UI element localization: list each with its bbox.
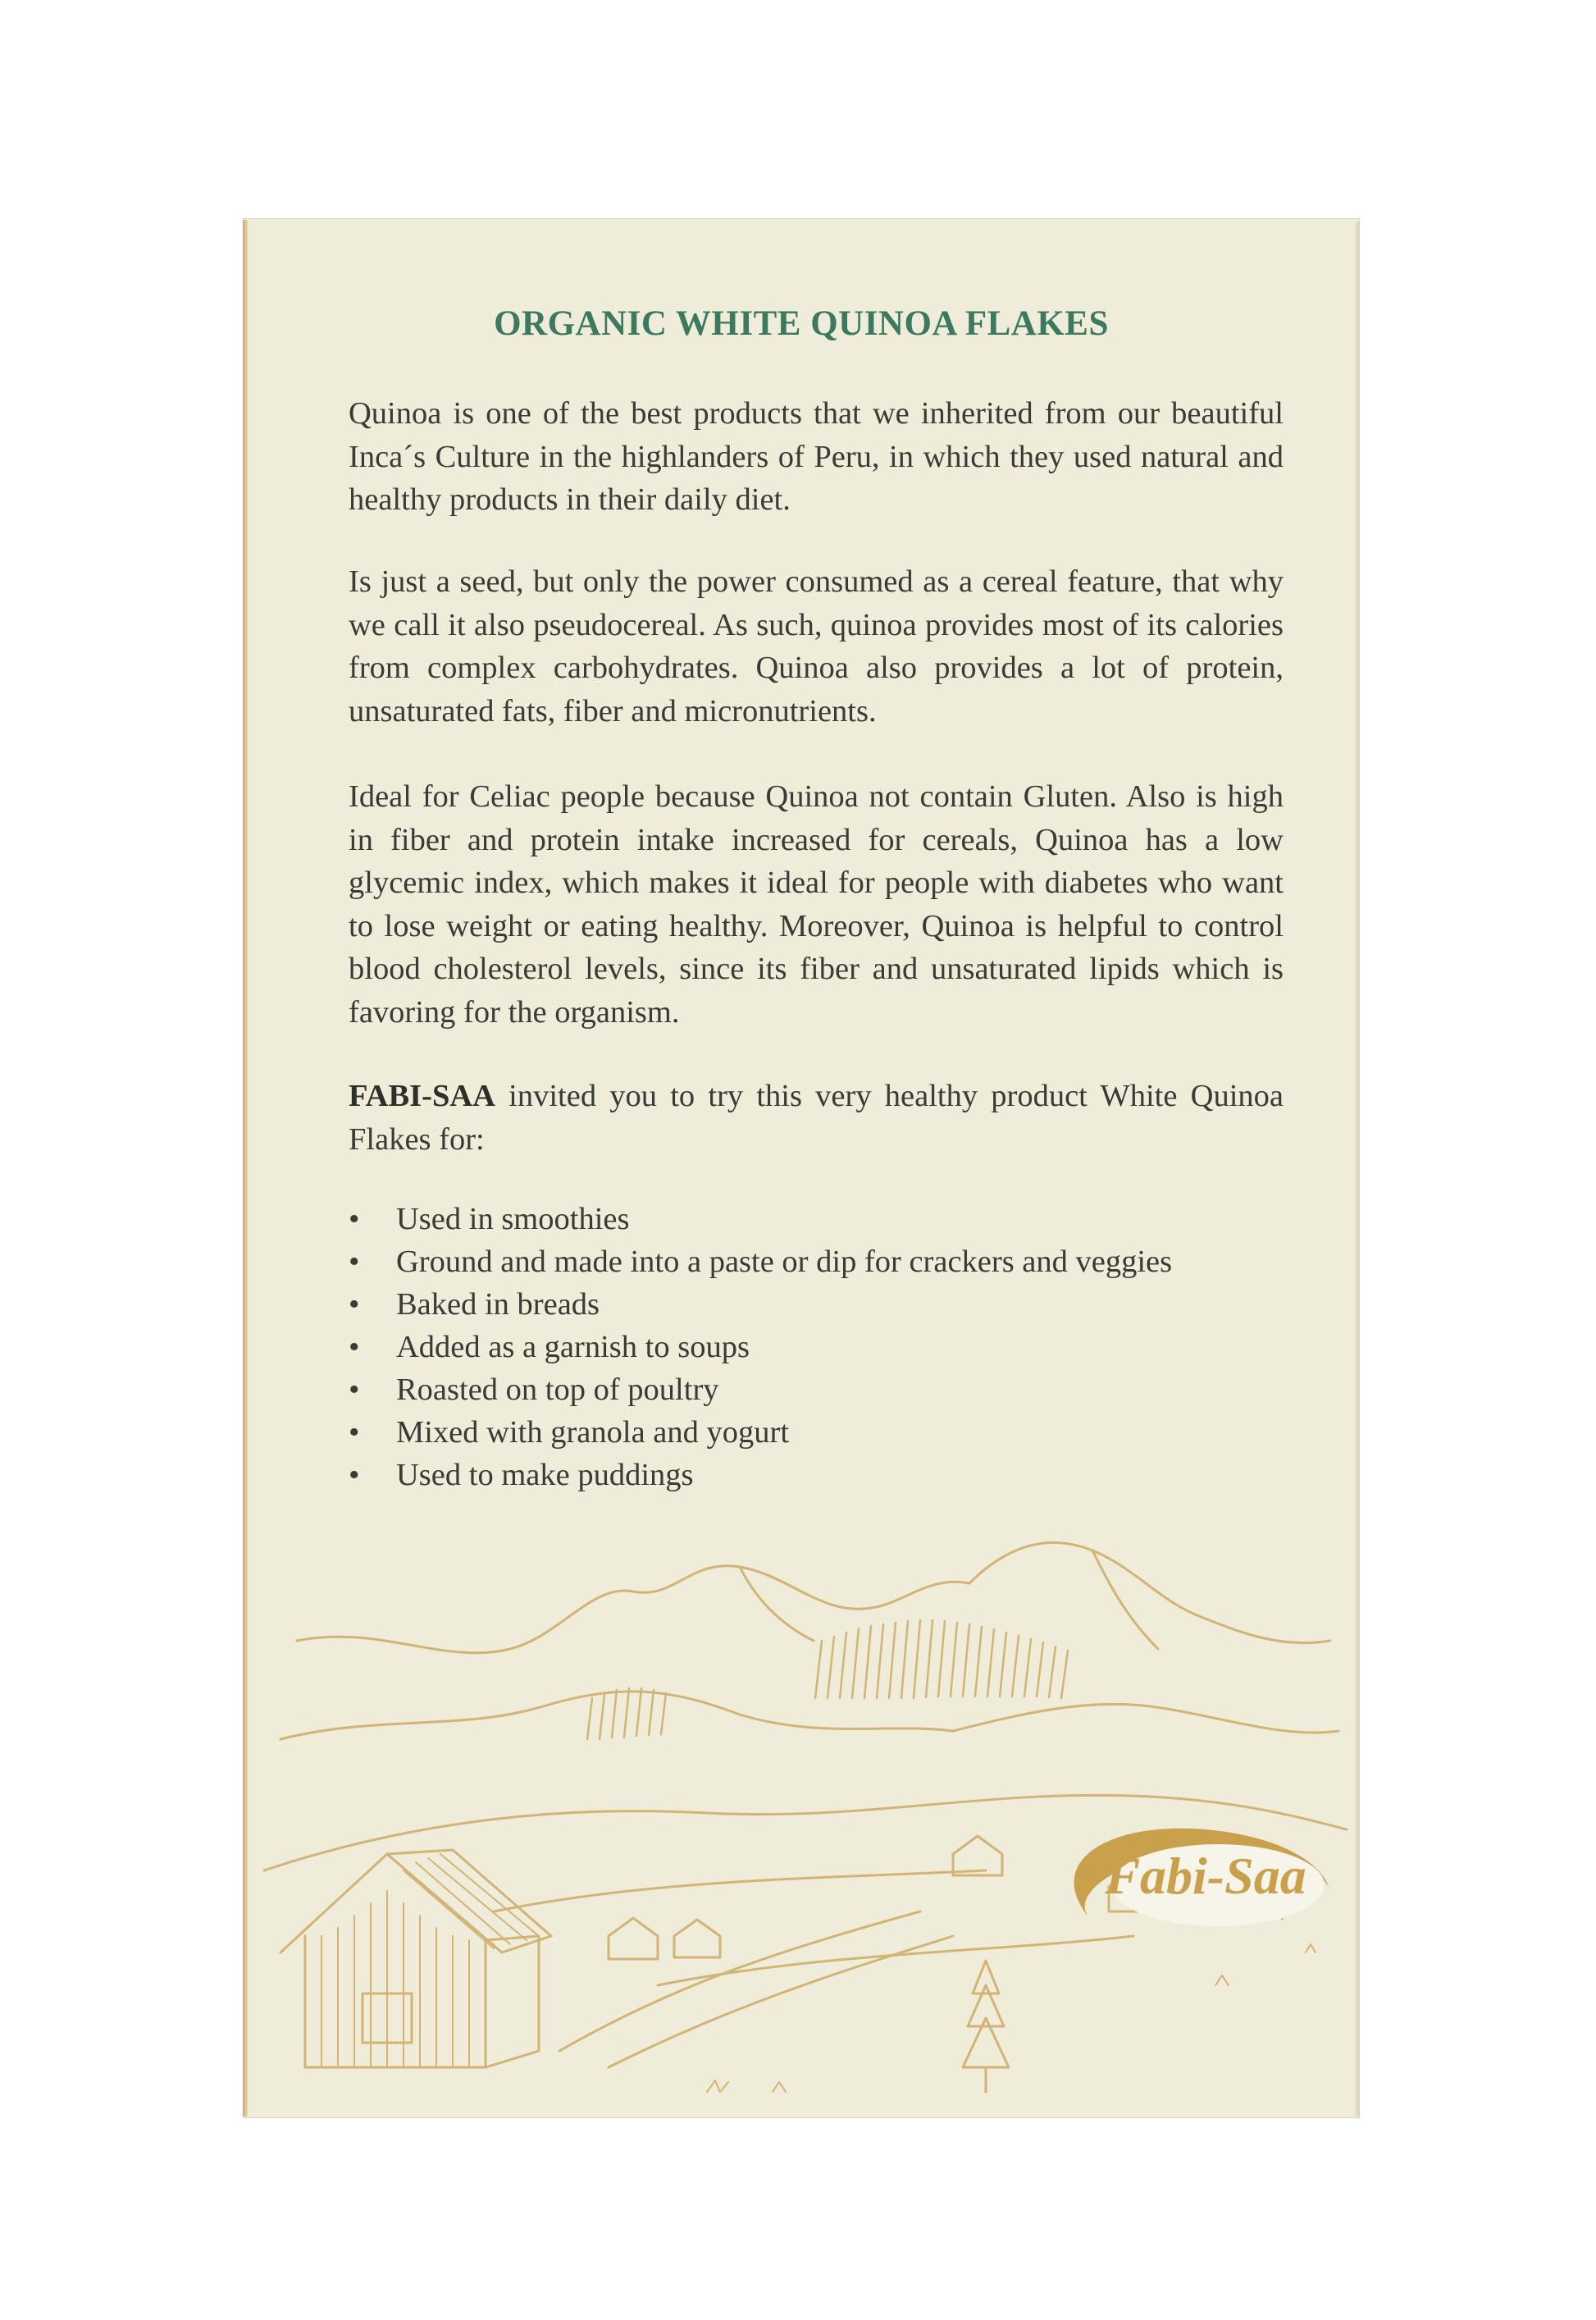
list-item: • Baked in breads bbox=[349, 1283, 1172, 1326]
invitation-text: invited you to try this very healthy product White Quinoa Flakes for: bbox=[349, 1079, 1284, 1157]
paragraph-origin: Quinoa is one of the best products that we inherited from our beautiful Inca´s Culture in the highlanders of Peru, in which they used natural and healthy products in their daily diet. bbox=[349, 396, 1284, 517]
brand-name: FABI-SAA bbox=[349, 1079, 495, 1113]
list-item: • Used to make puddings bbox=[349, 1454, 1172, 1496]
list-item: • Mixed with granola and yogurt bbox=[349, 1411, 1172, 1454]
paragraph-health: Ideal for Celiac people because Quinoa not contain Gluten. Also is high in fiber and protein intake increased for cereals, Quinoa has a low glycemic index, which makes it ideal for people with diabetes who want to lose weight or eating healthy. Moreover, Quinoa is helpful to control blood cholesterol levels, since its fiber and unsaturated lipids which is favoring for the organism. bbox=[349, 779, 1284, 1030]
paragraph-invitation bbox=[349, 1075, 1284, 1161]
brand-logo: Fabi-Saa bbox=[1105, 1847, 1306, 1905]
paragraph-pseudocereal: Is just a seed, but only the power consumed as a cereal feature, that why we call it also pseudocereal. As such, quinoa provides most of its calories from complex carbohydrates. Quinoa also provides a lot of protein, unsaturated fats, fiber and micronutrients. bbox=[349, 564, 1284, 728]
list-item: • Ground and made into a paste or dip for crackers and veggies bbox=[349, 1240, 1172, 1283]
list-item: • Added as a garnish to soups bbox=[349, 1326, 1172, 1368]
product-title: ORGANIC WHITE QUINOA FLAKES bbox=[494, 304, 1109, 343]
package-right-edge bbox=[1355, 221, 1360, 2117]
list-item: • Roasted on top of poultry bbox=[349, 1368, 1172, 1411]
list-item: • Used in smoothies bbox=[349, 1198, 1172, 1240]
uses-list bbox=[349, 1198, 1172, 1496]
